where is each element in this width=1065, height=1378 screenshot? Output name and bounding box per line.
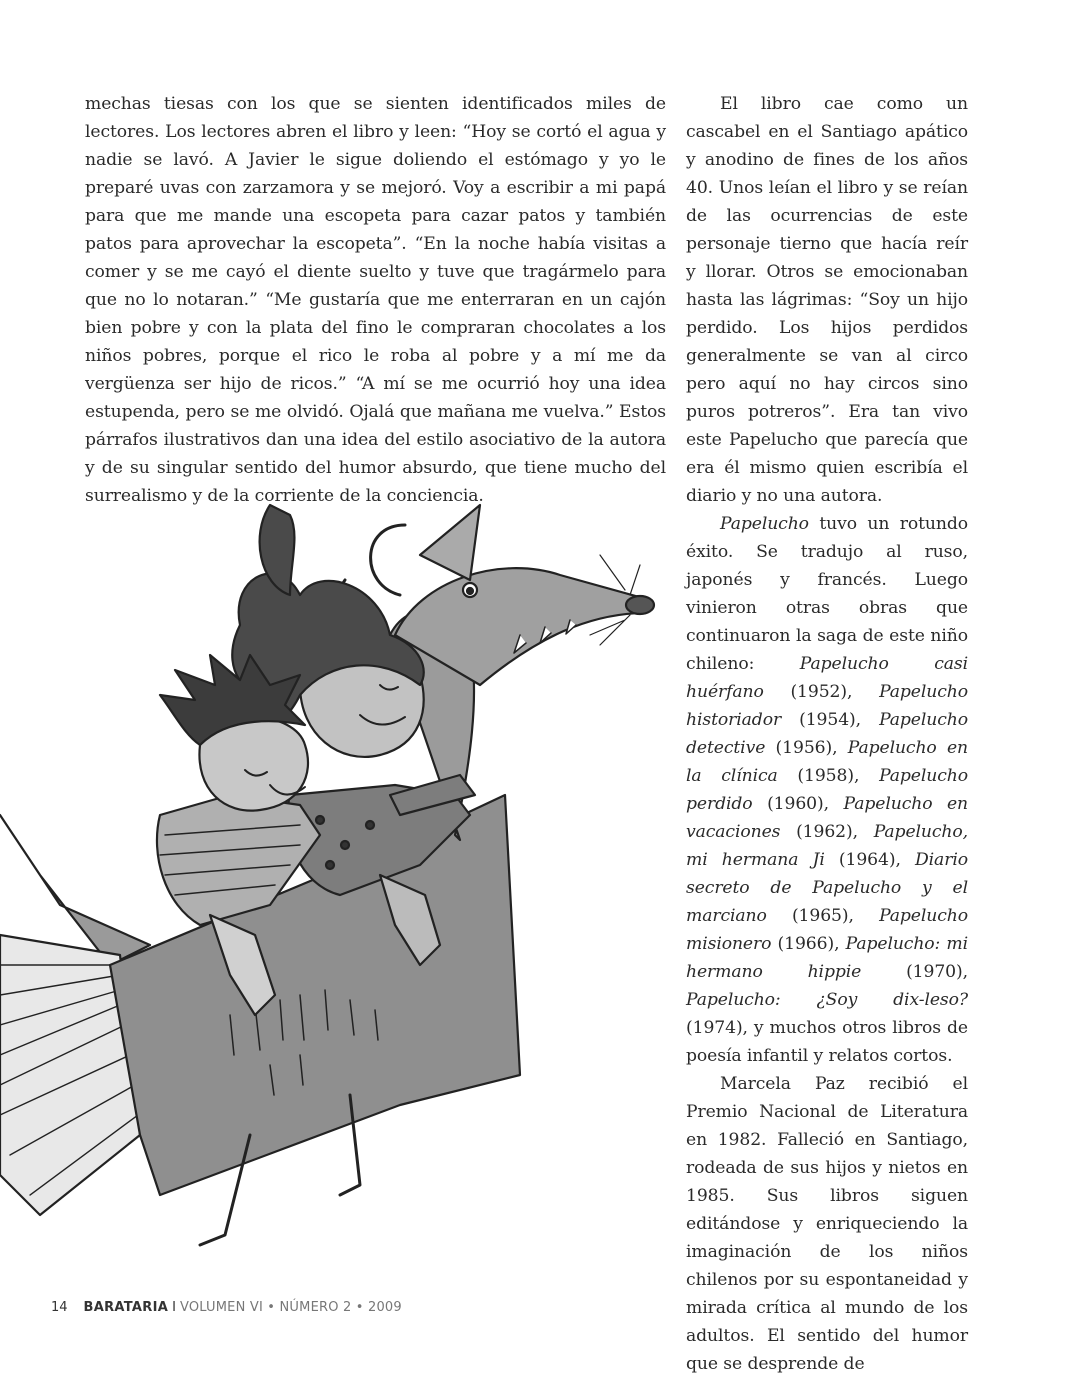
book-title: Diario secreto de Papelucho y el marciano <box>686 850 968 926</box>
footer-separator: I <box>172 1300 176 1315</box>
magazine-name: BARATARIA <box>83 1300 169 1315</box>
left-column <box>85 90 666 510</box>
right-paragraph-1: El libro cae como un cascabel en el Santiago apático y anodino de fines de los años 40. Unos leían el libro y se reían de las ocurrencias de este personaje tierno que hacía reír y llorar. Otros se emocionaban hasta las lágrimas: “Soy un hijo perdido. Los hijos perdidos generalmente se van al circo pero aquí no hay circos sino puros potreros”. Era tan vivo este Papelucho que parecía que era él mismo quien escribía el diario y no una autora. <box>686 94 968 506</box>
book-title: Papelucho, mi hermana Ji <box>686 822 968 870</box>
page-footer <box>51 1300 402 1315</box>
book-title: Papelucho en vacaciones <box>686 794 968 842</box>
children-riding-book-creature-illustration <box>0 495 670 1275</box>
left-paragraph-1: mechas tiesas con los que se sienten identificados miles de lectores. Los lectores abren el libro y leen: “Hoy se cortó el agua y nadie se lavó. A Javier le sigue doliendo el estómago y yo le preparé uvas con zarzamora y se mejoró. Voy a escribir a mi papá para que me mande una escopeta para cazar patos y también patos para aprovechar la escopeta”. “En la noche había visitas a comer y se me cayó el diente suelto y tuve que tragármelo para que no lo notaran.” “Me gustaría que me enterraran en un cajón bien pobre y con la plata del fino le compraran chocolates a los niños pobres, porque el rico le roba al pobre y a mí me da vergüenza ser hijo de ricos.” “A mí se me ocurrió hoy una idea estupenda, pero se me olvidó. Ojalá que mañana me vuelva.” Estos párrafos ilustrativos dan una idea del estilo asociativo de la autora y de su singular sentido del humor absurdo, que tiene mucho del surrealismo y de la corriente de la conciencia. <box>85 94 666 506</box>
book-title: Papelucho historiador <box>686 682 968 730</box>
book-title: Papelucho: mi hermano hippie <box>686 934 968 982</box>
book-title: Papelucho en la clínica <box>686 738 968 786</box>
book-title: Papelucho <box>720 514 809 534</box>
right-column <box>686 90 968 1378</box>
book-title: Papelucho casi huérfano <box>686 654 968 702</box>
book-title: Papelucho detective <box>686 710 968 758</box>
book-title: Papelucho: ¿Soy dix-leso? <box>686 990 968 1010</box>
book-title: Papelucho misionero <box>686 906 968 954</box>
book-title: Papelucho perdido <box>686 766 968 814</box>
right-paragraph-3: Marcela Paz recibió el Premio Nacional de Literatura en 1982. Falleció en Santiago, rodeada de sus hijos y nietos en 1985. Sus libros siguen editándose y enriqueciendo la imaginación de los niños chilenos por su espontaneidad y mirada crítica al mundo de los adultos. El sentido del humor que se desprende de <box>686 1074 968 1374</box>
right-paragraph-2: Papelucho tuvo un rotundo éxito. Se tradujo al ruso, japonés y francés. Luego vinieron otras obras que continuaron la saga de este niño chileno: Papelucho casi huérfano (1952), Papelucho historiador (1954), Papelucho detective (1956), Papelucho en la clínica (1958), Papelucho perdido (1960), Papelucho en vacaciones (1962), Papelucho, mi hermana Ji (1964), Diario secreto de Papelucho y el marciano (1965), Papelucho misionero (1966), Papelucho: mi hermano hippie (1970), Papelucho: ¿Soy dix-leso? (1974), y muchos otros libros de poesía infantil y relatos cortos. <box>686 514 968 1066</box>
issue-info: VOLUMEN VI • NÚMERO 2 • 2009 <box>179 1300 402 1315</box>
page-number: 14 <box>51 1300 68 1315</box>
